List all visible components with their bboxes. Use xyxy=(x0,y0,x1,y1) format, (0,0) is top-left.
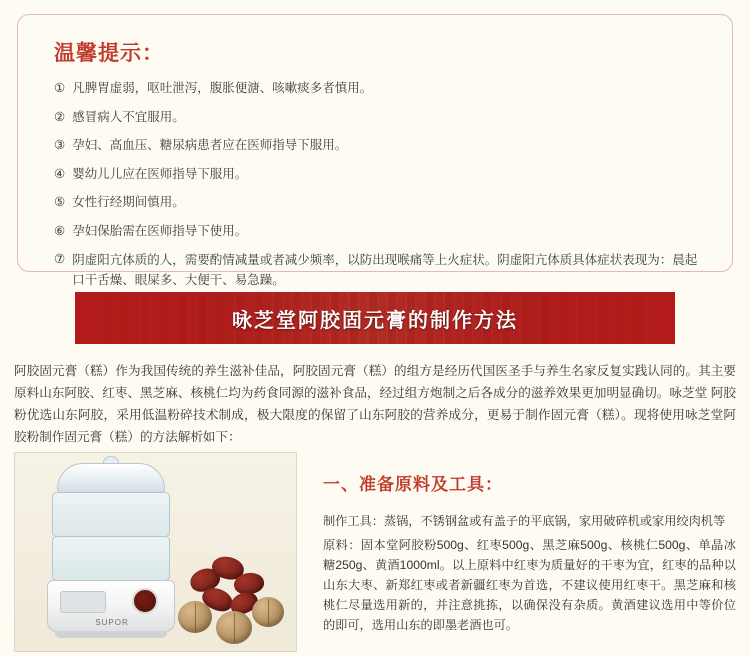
tips-item xyxy=(42,222,708,241)
tips-item-text: 孕妇、高血压、糖尿病患者应在医师指导下服用。 xyxy=(72,138,348,152)
tips-item-text: 婴幼儿儿应在医师指导下服用。 xyxy=(72,166,248,181)
tips-item xyxy=(42,250,708,290)
tips-item-number: ⑥ xyxy=(54,223,66,238)
steamer-brand-label: SUPOR xyxy=(95,618,129,627)
tips-item-number: ④ xyxy=(54,166,66,181)
walnut xyxy=(216,611,252,644)
red-dates-and-walnuts xyxy=(172,535,290,647)
steamer-base xyxy=(47,580,175,632)
section-one-title: 一、准备原料及工具： xyxy=(323,475,503,494)
intro-paragraph: 阿胶固元膏（糕）作为我国传统的养生滋补佳品，阿胶固元膏（糕）的组方是经历代国医圣手与养生名家反复实践认同的。其主要原料山东阿胶、红枣、黑芝麻、核桃仁均为药食同源的滋补食品，经过组方炮制之后各成分的滋养效果更加明显确切。咏芝堂 阿胶粉优选山东阿胶，采用低温粉碎技术制成，极大限度的保留了山东阿胶的营养成分，更易于制作固元膏（糕）。现将使用咏芝堂阿胶粉制作固元膏（糕）的方法解析如下： xyxy=(14,364,736,444)
tips-item-text: 孕妇保胎需在医师指导下使用。 xyxy=(72,223,248,238)
steamer-appliance-illustration xyxy=(41,463,181,645)
steamer-timer-dial xyxy=(132,588,158,614)
tips-item-number: ⑤ xyxy=(54,195,66,209)
tips-panel xyxy=(17,14,733,287)
tips-item-text: 女性行经期间慎用。 xyxy=(72,195,185,209)
tips-item-number: ⑦ xyxy=(54,252,66,266)
materials-text xyxy=(297,452,736,652)
tips-item xyxy=(42,108,708,127)
steamer-control-panel xyxy=(60,591,106,613)
tips-title: 温馨提示： xyxy=(54,42,164,65)
walnut xyxy=(252,597,284,627)
tips-item xyxy=(42,165,708,184)
materials-section xyxy=(14,452,736,652)
banner-title: 咏芝堂阿胶固元膏的制作方法 xyxy=(232,309,518,332)
tips-item xyxy=(42,193,708,212)
tips-item-text: 感冒病人不宜服用。 xyxy=(72,109,185,124)
tips-item xyxy=(42,79,708,98)
steamer-basket-lower xyxy=(52,536,170,581)
steamer-basket-upper xyxy=(52,492,170,537)
section-banner xyxy=(75,292,675,344)
tips-item-number: ③ xyxy=(54,138,66,152)
tips-item-number: ② xyxy=(54,109,66,124)
tips-list xyxy=(42,79,708,290)
section-one-body xyxy=(323,511,736,635)
tips-item-number: ① xyxy=(54,81,66,95)
tools-paragraph: 制作工具：蒸锅，不锈钢盆或有盖子的平底锅，家用破碎机或家用绞肉机等 xyxy=(323,514,726,528)
tips-item-text: 阴虚阳亢体质的人，需要酌情减量或者减少频率，以防出现喉痛等上火症状。阴虚阳亢体质具体症状表现为：晨起口干舌燥、眼屎多、大便干、易急躁。 xyxy=(72,253,698,287)
walnut xyxy=(178,601,212,633)
ingredients-paragraph: 原料：固本堂阿胶粉500g、红枣500g、黑芝麻500g、核桃仁500g、单晶冰糖250g、黄酒1000ml。以上原料中红枣为质量好的干枣为宜，红枣的品种以山东大枣、新郑红枣或者新疆红枣为首选，不建议使用红枣干。黑芝麻和核桃仁尽量选用新的，并注意挑拣，以确保没有杂质。黄酒建议选用中等价位的即可，选用山东的即墨老酒也可。 xyxy=(323,538,736,632)
tips-item-text: 凡脾胃虚弱，呕吐泄泻，腹胀便溏、咳嗽痰多者慎用。 xyxy=(72,81,373,95)
tips-item xyxy=(42,136,708,155)
steamer-lid xyxy=(57,463,165,493)
product-photo xyxy=(14,452,297,652)
steamer-foot xyxy=(55,631,167,638)
